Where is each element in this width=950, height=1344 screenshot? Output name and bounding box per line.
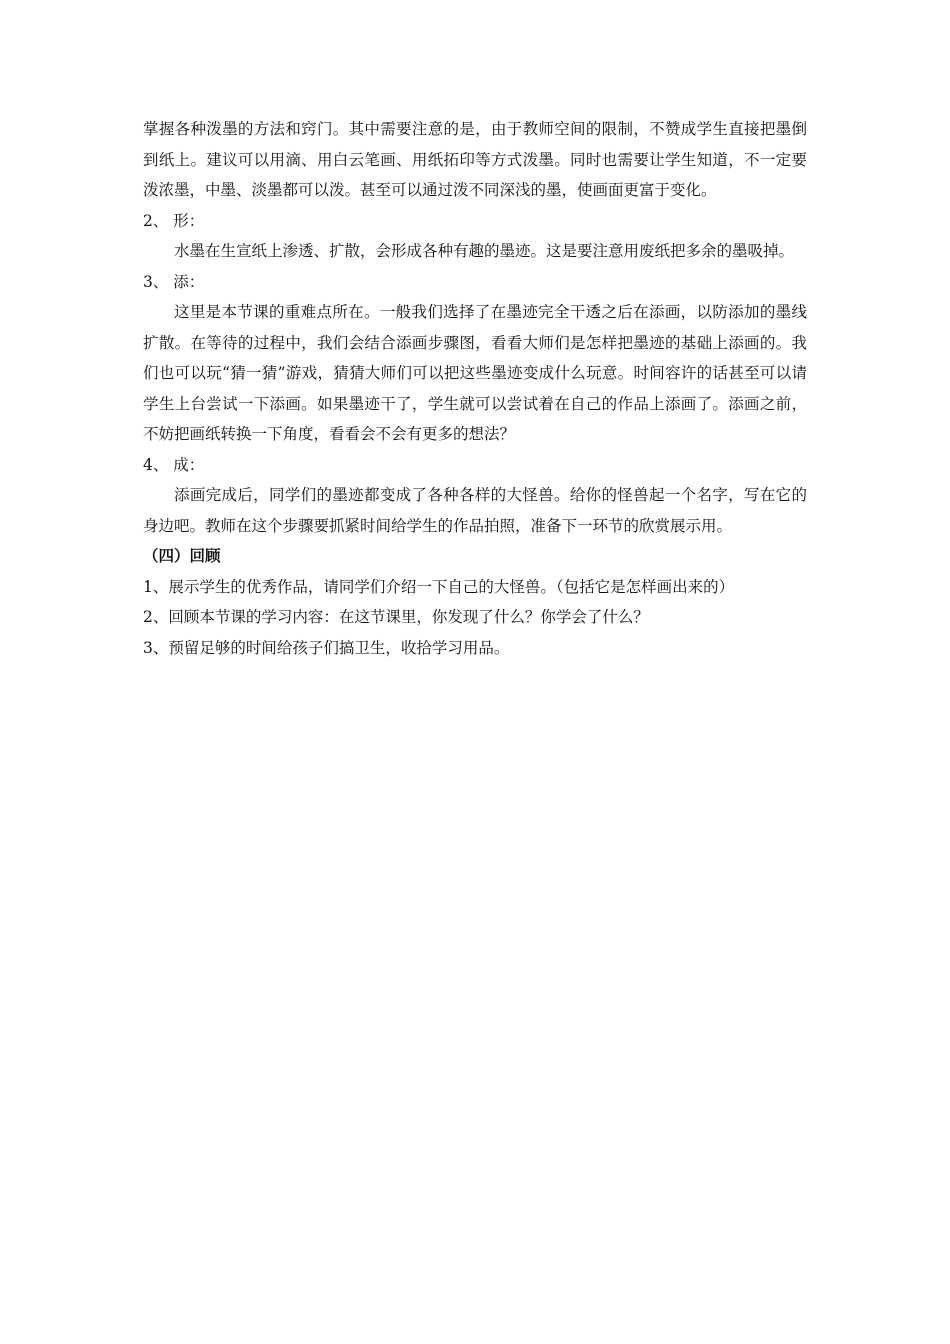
paragraph-splash-ink-methods: 掌握各种泼墨的方法和窍门。其中需要注意的是，由于教师空间的限制，不赞成学生直接把墨倒到纸上。建议可以用滴、用白云笔画、用纸拓印等方式泼墨。同时也需要让学生知道，不一定要泼浓墨，中墨、淡墨都可以泼。甚至可以通过泼不同深浅的墨，使画面更富于变化。 (143, 120, 807, 199)
step-4-title: 4、 成： (143, 455, 205, 474)
step-2-title: 2、 形： (143, 211, 205, 230)
section-review-heading: （四）回顾 (143, 547, 221, 565)
step-2-body: 水墨在生宣纸上渗透、扩散，会形成各种有趣的墨迹。这是要注意用废纸把多余的墨吸掉。 (174, 242, 795, 260)
step-4-body: 添画完成后，同学们的墨迹都变成了各种各样的大怪兽。给你的怪兽起一个名字，写在它的身边吧。教师在这个步骤要抓紧时间给学生的作品拍照，准备下一环节的欣赏展示用。 (143, 486, 807, 535)
review-item: 3、预留足够的时间给孩子们搞卫生，收拾学习用品。 (143, 638, 510, 657)
review-item: 1、展示学生的优秀作品，请同学们介绍一下自己的大怪兽。（包括它是怎样画出来的） (143, 577, 735, 596)
step-3-body: 这里是本节课的重难点所在。一般我们选择了在墨迹完全干透之后在添画，以防添加的墨线扩散。在等待的过程中，我们会结合添画步骤图，看看大师们是怎样把墨迹的基础上添画的。我们也可以玩“猜一猜”游戏，猜猜大师们可以把这些墨迹变成什么玩意。时间容许的话甚至可以请学生上台尝试一下添画。如果墨迹干了，学生就可以尝试着在自己的作品上添画了。添画之前，不妨把画纸转换一下角度，看看会不会有更多的想法？ (143, 303, 807, 443)
step-3-title: 3、 添： (143, 272, 205, 291)
review-item: 2、回顾本节课的学习内容：在这节课里，你发现了什么？你学会了什么？ (143, 608, 649, 626)
document-body (143, 114, 807, 663)
